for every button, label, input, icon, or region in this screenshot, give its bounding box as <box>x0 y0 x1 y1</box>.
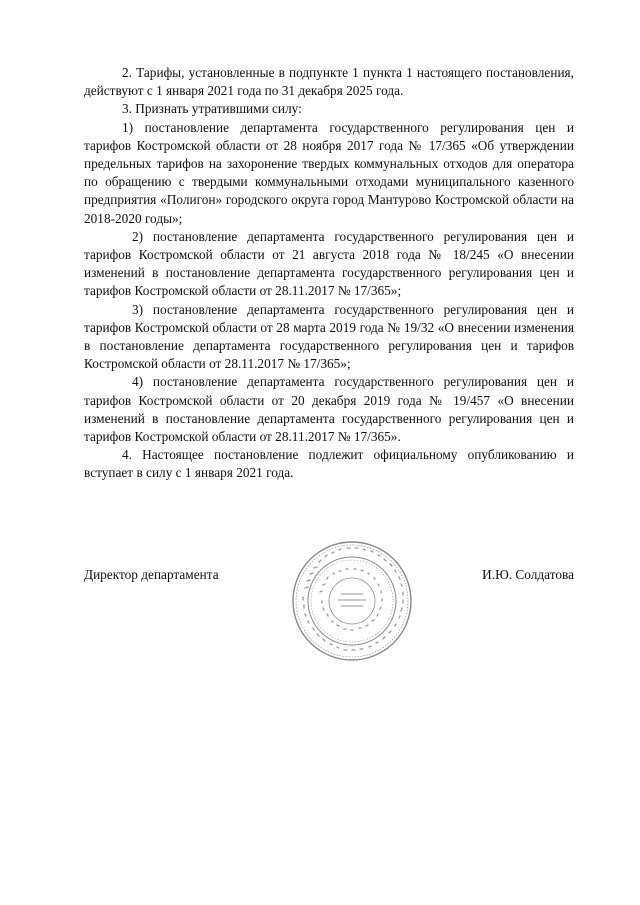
paragraph-3-item-2: 2) постановление департамента государственного регулирования цен и тарифов Костромской области от 21 августа 2018 года № 18/245 «О внесении изменений в постановление департамента государственного регулирования цен и тарифов Костромской области от 28.11.2017 № 17/365»; <box>84 228 574 299</box>
stamp-seal <box>291 540 413 662</box>
signatory-name: И.Ю. Солдатова <box>482 567 574 582</box>
paragraph-3-item-1: 1) постановление департамента государственного регулирования цен и тарифов Костромской области от 28 ноября 2017 года № 17/365 «Об утверждении предельных тарифов на захоронение твердых коммунальных отходов для оператора по обращению с твердыми коммунальными отходами муниципального казенного предприятия «Полигон» городского округа город Мантурово Костромской области на 2018-2020 годы»; <box>84 119 574 226</box>
paragraph-4: 4. Настоящее постановление подлежит официальному опубликованию и вступает в силу с 1 января 2021 года. <box>84 447 574 481</box>
document-body <box>84 64 574 483</box>
paragraph-3-item-4: 4) постановление департамента государственного регулирования цен и тарифов Костромской области от 20 декабря 2019 года № 19/457 «О внесении изменений в постановление департамента государственного регулирования цен и тарифов Костромской области от 28.11.2017 № 17/365». <box>84 374 574 445</box>
paragraph-3: 3. Признать утратившими силу: <box>122 101 302 117</box>
signatory-position: Директор департамента <box>84 567 219 582</box>
paragraph-3-item-3: 3) постановление департамента государственного регулирования цен и тарифов Костромской области от 28 марта 2019 года № 19/32 «О внесении изменения в постановление департамента государственного регулирования цен и тарифов Костромской области от 28.11.2017 № 17/365»; <box>84 301 574 372</box>
paragraph-2: 2. Тарифы, установленные в подпункте 1 пункта 1 настоящего постановления, действуют с 1 января 2021 года по 31 декабря 2025 года. <box>84 65 574 99</box>
